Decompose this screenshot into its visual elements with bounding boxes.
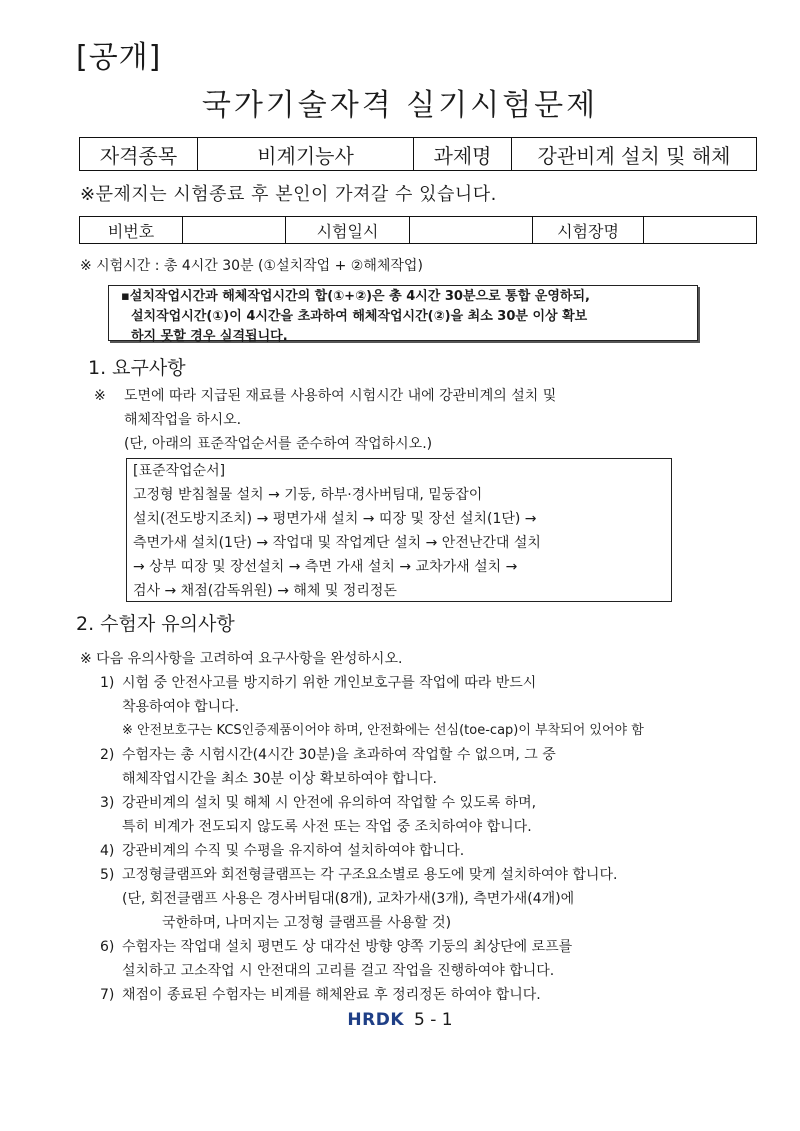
value-exam-date — [410, 217, 533, 244]
standard-procedure-title: [표준작업순서] — [133, 463, 226, 479]
item-number: 5) — [100, 867, 115, 883]
notes-intro: ※ 다음 유의사항을 고려하여 요구사항을 완성하시오. — [80, 651, 403, 667]
list-item — [100, 791, 740, 839]
label-exam-site: 시험장명 — [533, 217, 644, 244]
note-mark: ※ — [94, 388, 106, 404]
item-extra-line: (단, 회전클램프 사용은 경사버팀대(8개), 교차가새(3개), 측면가새(4개)에 — [122, 891, 575, 907]
list-item — [100, 935, 740, 983]
list-item — [100, 671, 740, 719]
label-qualification: 자격종목 — [80, 138, 198, 171]
item-note: ※ 안전보호구는 KCS인증제품이어야 하며, 안전화에는 선심(toe-cap)이 부착되어 있어야 함 — [122, 723, 644, 738]
item-line: 수험자는 작업대 설치 평면도 상 대각선 방향 양쪽 기둥의 최상단에 로프를 — [122, 939, 573, 955]
section-1-heading: 1. 요구사항 — [88, 357, 186, 379]
exam-time-line: ※ 시험시간 : 총 4시간 30분 (①설치작업 + ②해체작업) — [80, 258, 423, 274]
exam-time-box — [108, 285, 698, 344]
item-line: 강관비계의 설치 및 해체 시 안전에 유의하여 작업할 수 있도록 하며, — [122, 795, 537, 811]
section-2-heading: 2. 수험자 유의사항 — [76, 613, 235, 635]
requirement-line: 해체작업을 하시오. — [124, 412, 242, 428]
requirement-line: 도면에 따라 지급된 재료를 사용하여 시험시간 내에 강관비계의 설치 및 — [124, 388, 557, 404]
page-title: 국가기술자격 실기시험문제 — [201, 88, 599, 123]
page-number: 5 - 1 — [414, 1010, 453, 1030]
item-number: 4) — [100, 843, 115, 859]
item-line: 강관비계의 수직 및 수평을 유지하여 설치하여야 합니다. — [122, 843, 465, 859]
exam-time-box-line: 설치작업시간(①)이 4시간을 초과하여 해체작업시간(②)을 최소 30분 이상 확보 — [131, 309, 588, 324]
requirements-block — [94, 384, 714, 456]
list-item — [100, 743, 740, 791]
procedure-line: 고정형 받침철물 설치 → 기둥, 하부·경사버팀대, 밑둥잡이 — [133, 487, 483, 503]
candidate-info-table — [79, 216, 757, 244]
item-line: 시험 중 안전사고를 방지하기 위한 개인보호구를 작업에 따라 반드시 — [122, 675, 537, 691]
label-exam-date: 시험일시 — [286, 217, 410, 244]
hrdk-logo: HRDK — [347, 1010, 405, 1030]
item-line: 특히 비계가 전도되지 않도록 사전 또는 작업 중 조치하여야 합니다. — [122, 819, 532, 835]
procedure-line: → 상부 띠장 및 장선설치 → 측면 가새 설치 → 교차가새 설치 → — [133, 559, 518, 575]
exam-info-table — [79, 137, 757, 171]
value-task-name: 강관비계 설치 및 해체 — [512, 138, 757, 171]
item-number: 3) — [100, 795, 115, 811]
item-line: 착용하여야 합니다. — [122, 699, 240, 715]
value-seat-number — [183, 217, 286, 244]
list-item — [100, 983, 740, 1007]
value-exam-site — [644, 217, 757, 244]
item-number: 6) — [100, 939, 115, 955]
item-number: 1) — [100, 675, 115, 691]
notes-list — [100, 671, 740, 1007]
exam-time-box-line: 하지 못할 경우 실격됩니다. — [131, 329, 288, 344]
label-seat-number: 비번호 — [80, 217, 183, 244]
item-number: 7) — [100, 987, 115, 1003]
page-footer — [0, 1010, 800, 1030]
list-item — [100, 839, 740, 863]
item-line: 채점이 종료된 수험자는 비계를 해체완료 후 정리정돈 하여야 합니다. — [122, 987, 541, 1003]
label-task-name: 과제명 — [414, 138, 512, 171]
item-line: 설치하고 고소작업 시 안전대의 고리를 걸고 작업을 진행하여야 합니다. — [122, 963, 555, 979]
document-tag: [공개] — [76, 40, 162, 75]
item-line: 수험자는 총 시험시간(4시간 30분)을 초과하여 작업할 수 없으며, 그 중 — [122, 747, 556, 763]
value-qualification: 비계기능사 — [198, 138, 414, 171]
item-extra-line: 국한하며, 나머지는 고정형 클램프를 사용할 것) — [162, 915, 452, 931]
item-line: 해체작업시간을 최소 30분 이상 확보하여야 합니다. — [122, 771, 437, 787]
procedure-line: 측면가새 설치(1단) → 작업대 및 작업계단 설치 → 안전난간대 설치 — [133, 535, 541, 551]
standard-procedure-box — [126, 458, 672, 602]
requirement-line: (단, 아래의 표준작업순서를 준수하여 작업하시오.) — [124, 436, 433, 452]
list-item — [100, 863, 740, 887]
item-line: 고정형클램프와 회전형클램프는 각 구조요소별로 용도에 맞게 설치하여야 합니다. — [122, 867, 618, 883]
procedure-line: 설치(전도방지조치) → 평면가새 설치 → 띠장 및 장선 설치(1단) → — [133, 511, 537, 527]
procedure-line: 검사 → 채점(감독위원) → 해체 및 정리정돈 — [133, 583, 397, 599]
exam-time-box-line: ▪설치작업시간과 해체작업시간의 합(①+②)은 총 4시간 30분으로 통합 운영하되, — [121, 289, 590, 304]
item-number: 2) — [100, 747, 115, 763]
notice-text: ※문제지는 시험종료 후 본인이 가져갈 수 있습니다. — [80, 184, 497, 205]
